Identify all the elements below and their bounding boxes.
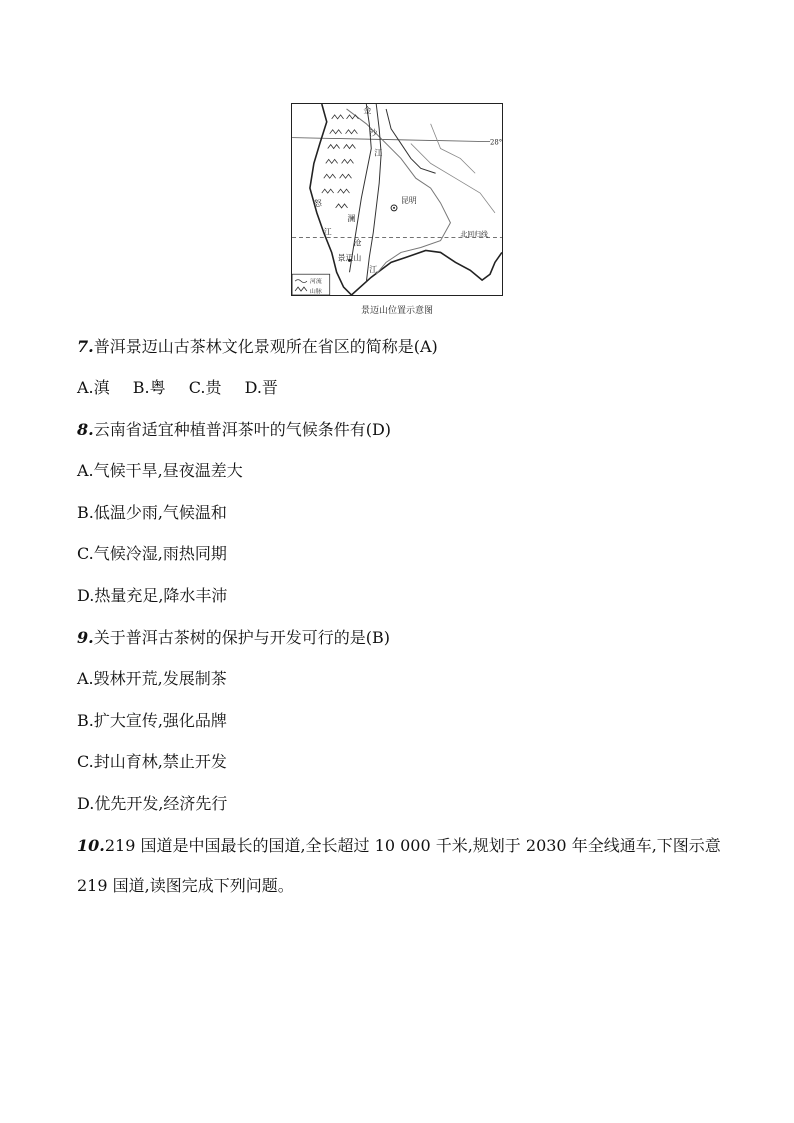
label-sha: 沙	[369, 128, 378, 138]
q8-option-c: C.气候冷湿,雨热同期	[77, 544, 227, 563]
q9-option-a: A.毁林开荒,发展制茶	[77, 669, 227, 688]
map-caption: 景迈山位置示意图	[360, 306, 433, 316]
question-8-stem: 8.云南省适宜种植普洱茶叶的气候条件有(D)	[77, 420, 392, 439]
mountain-ranges	[322, 115, 359, 208]
q9-option-c: C.封山育林,禁止开发	[77, 752, 227, 771]
label-nu: 怒	[313, 198, 322, 208]
q7-option-c: C.贵	[188, 378, 222, 397]
label-lan: 澜	[347, 213, 356, 223]
label-tropic: 北回归线	[460, 230, 488, 239]
label-jin: 金	[363, 105, 372, 115]
label-jiang2: 江	[323, 227, 332, 237]
label-cang: 沧	[353, 238, 362, 248]
location-map	[291, 103, 503, 296]
question-10: 10.219 国道是中国最长的国道,全长超过 10 000 千米,规划于 2030 年全线通车,下图示意 219 国道,读图完成下列问题。	[77, 836, 721, 895]
map-svg	[292, 104, 502, 295]
label-lat28: 28°	[490, 138, 502, 147]
question-7-stem: 7.普洱景迈山古茶林文化景观所在省区的简称是(A)	[77, 337, 438, 356]
q9-option-d: D.优先开发,经济先行	[77, 794, 228, 813]
label-jiang4: 江	[369, 265, 378, 275]
label-legend-mountain: 山脉	[309, 288, 322, 295]
river-jinsha	[386, 109, 435, 173]
q9-option-b: B.扩大宣传,强化品牌	[77, 711, 227, 730]
label-kunming: 昆明	[400, 195, 417, 205]
q7-option-d: D.晋	[244, 378, 278, 397]
q7-option-b: B.粤	[132, 378, 166, 397]
q8-option-b: B.低温少雨,气候温和	[77, 503, 227, 522]
label-jingmaishan: 景迈山	[337, 253, 362, 263]
q8-option-d: D.热量充足,降水丰沛	[77, 586, 228, 605]
question-9-stem: 9.关于普洱古茶树的保护与开发可行的是(B)	[77, 628, 390, 647]
q7-option-a: A.滇	[77, 378, 110, 397]
label-legend-river: 河流	[309, 278, 322, 286]
question-7-options	[77, 378, 278, 398]
label-jiang1: 江	[374, 148, 383, 158]
q8-option-a: A.气候干旱,昼夜温差大	[77, 461, 243, 480]
